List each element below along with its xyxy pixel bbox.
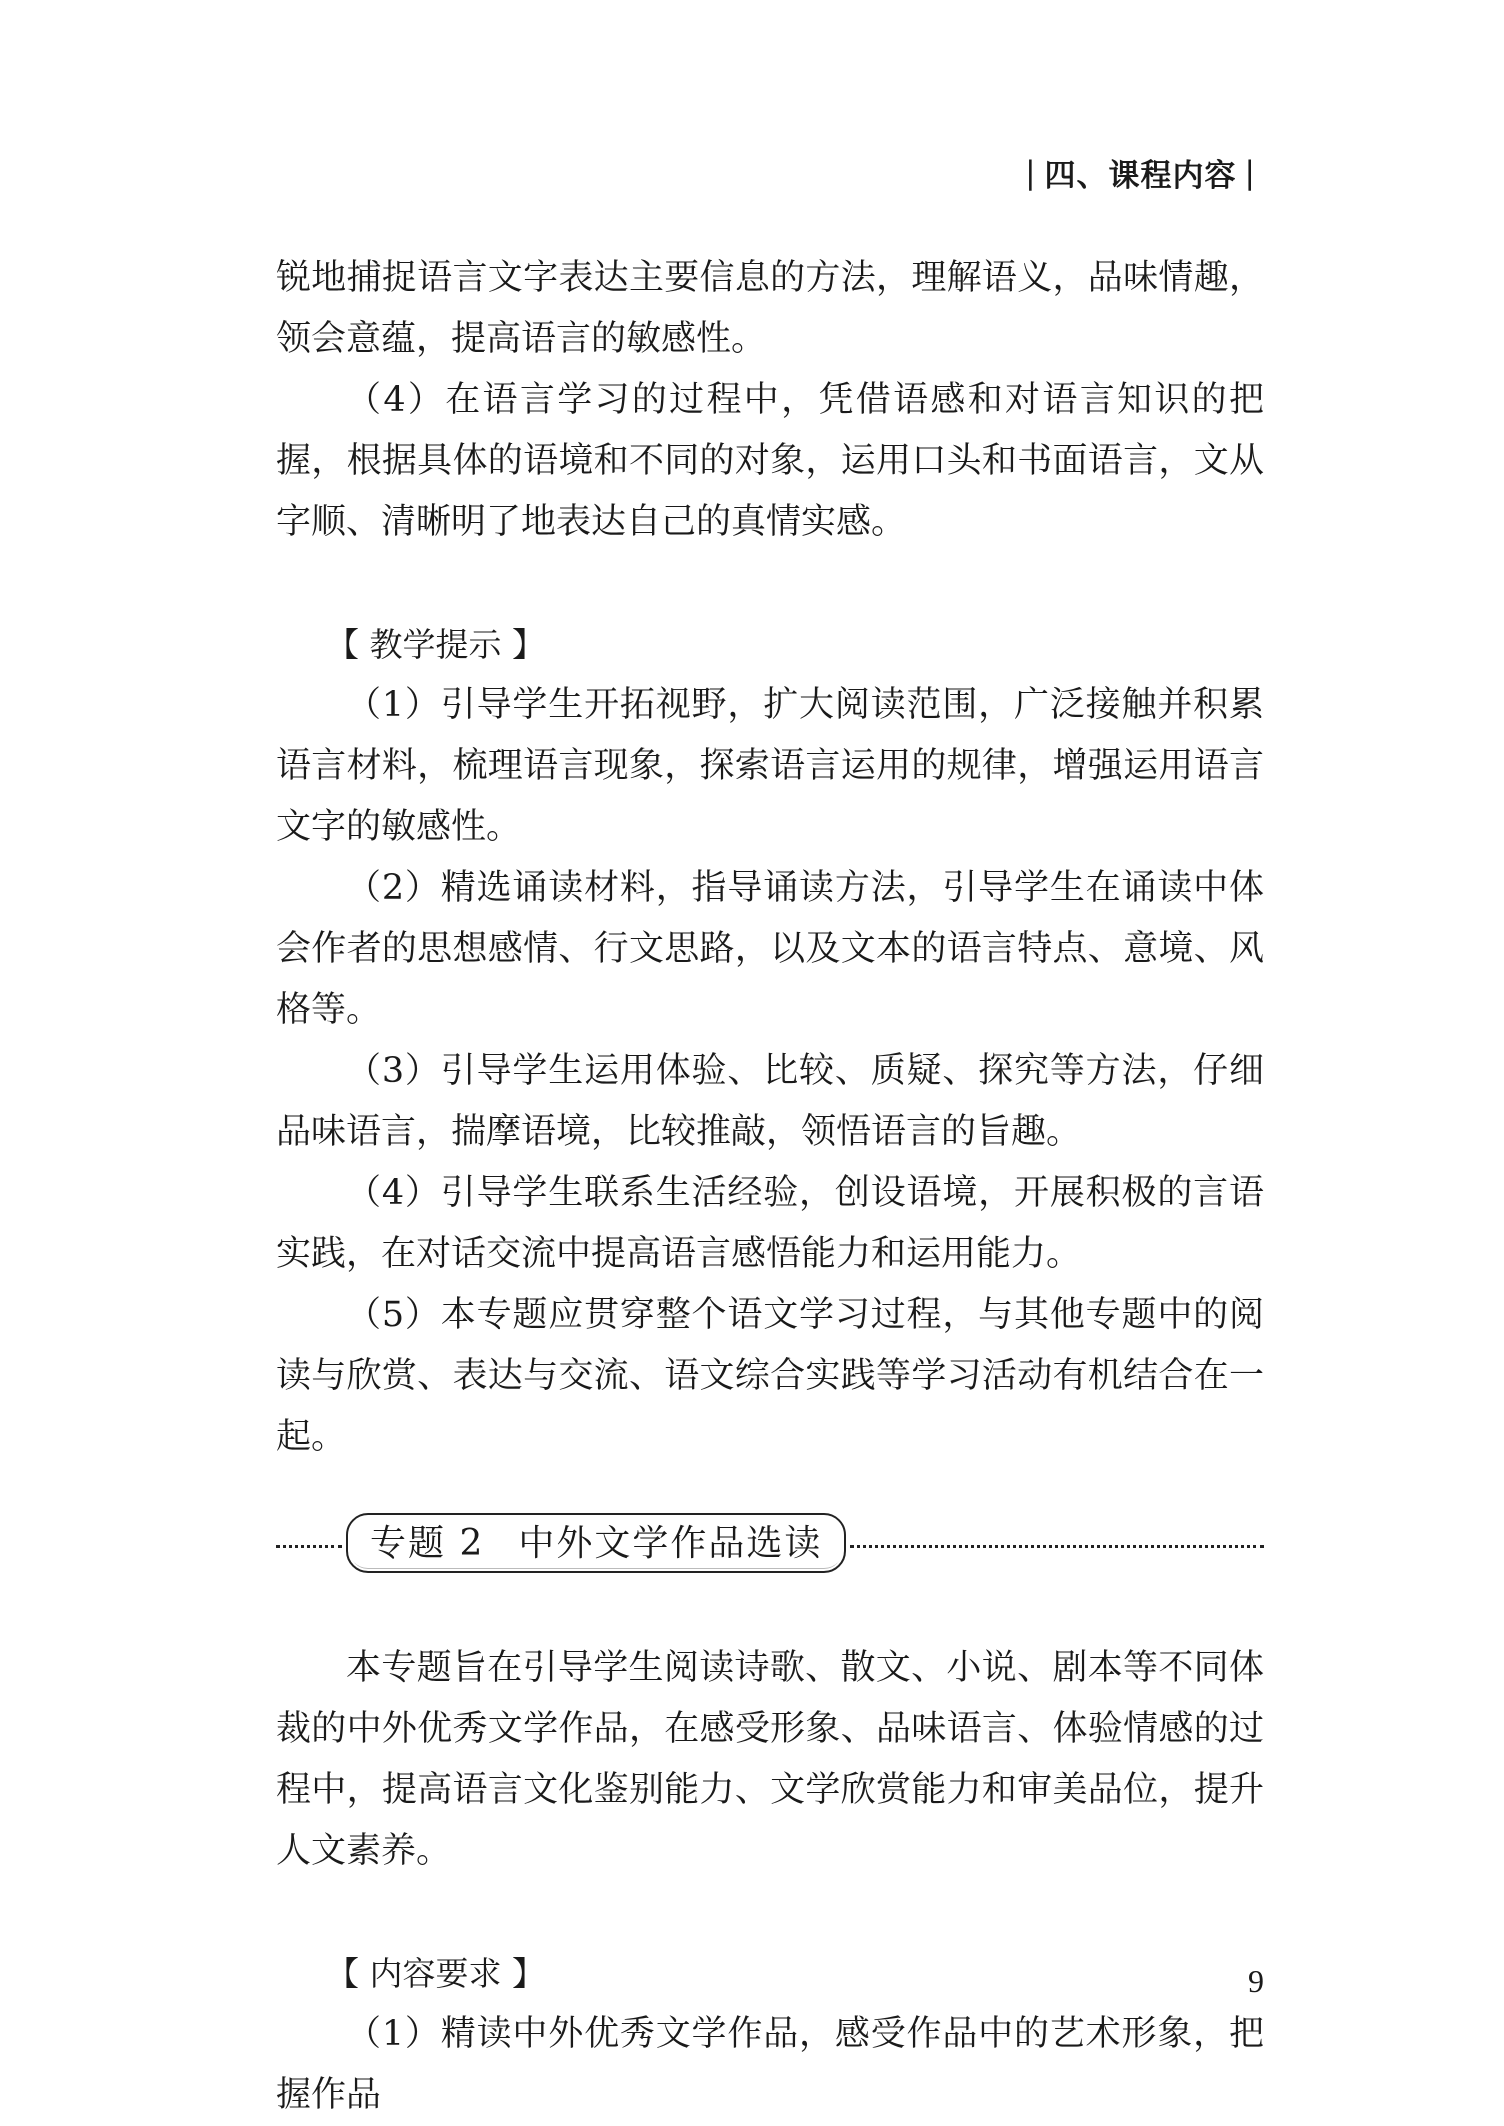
requirement-paragraph-4: （4）在语言学习的过程中，凭借语感和对语言知识的把握，根据具体的语境和不同的对象，运用口头和书面语言，文从字顺、清晰明了地表达自己的真情实感。	[276, 380, 1264, 542]
header-bar-right: |	[1244, 154, 1256, 191]
page-body	[276, 248, 1264, 2126]
topic-badge	[346, 1513, 846, 1573]
page-number: 9	[1248, 1963, 1264, 1999]
topic-title: 中外文学作品选读	[518, 1522, 823, 1564]
content-requirement-1: （1）精读中外优秀文学作品，感受作品中的艺术形象，把握作品	[276, 2014, 1264, 2115]
header-title: 四、课程内容	[1044, 158, 1237, 194]
topic-description: 本专题旨在引导学生阅读诗歌、散文、小说、剧本等不同体裁的中外优秀文学作品，在感受形象、品味语言、体验情感的过程中，提高语言文化鉴别能力、文学欣赏能力和审美品位，提升人文素养。	[276, 1648, 1264, 1871]
teaching-tip-2: （2）精选诵读材料，指导诵读方法，引导学生在诵读中体会作者的思想感情、行文思路，以及文本的语言特点、意境、风格等。	[276, 868, 1264, 1030]
running-header	[1017, 150, 1264, 195]
topic-number: 专题 2	[370, 1522, 485, 1564]
topic-heading	[276, 1508, 1264, 1578]
teaching-tips-label: 【 教学提示 】	[326, 625, 545, 664]
header-bar-left: |	[1025, 154, 1037, 191]
teaching-tip-3: （3）引导学生运用体验、比较、质疑、探究等方法，仔细品味语言，揣摩语境，比较推敲，领悟语言的旨趣。	[276, 1051, 1264, 1152]
teaching-tip-4: （4）引导学生联系生活经验，创设语境，开展积极的言语实践，在对话交流中提高语言感悟能力和运用能力。	[276, 1173, 1264, 1274]
teaching-tip-1: （1）引导学生开拓视野，扩大阅读范围，广泛接触并积累语言材料，梳理语言现象，探索语言运用的规律，增强运用语言文字的敏感性。	[276, 685, 1264, 847]
teaching-tip-5: （5）本专题应贯穿整个语文学习过程，与其他专题中的阅读与欣赏、表达与交流、语文综合实践等学习活动有机结合在一起。	[276, 1295, 1264, 1457]
content-requirements-label: 【 内容要求 】	[326, 1954, 545, 1993]
continuation-paragraph: 锐地捕捉语言文字表达主要信息的方法，理解语义，品味情趣，领会意蕴，提高语言的敏感性。	[276, 258, 1264, 359]
dotted-rule-left	[276, 1545, 342, 1548]
dotted-rule-right	[850, 1545, 1264, 1548]
